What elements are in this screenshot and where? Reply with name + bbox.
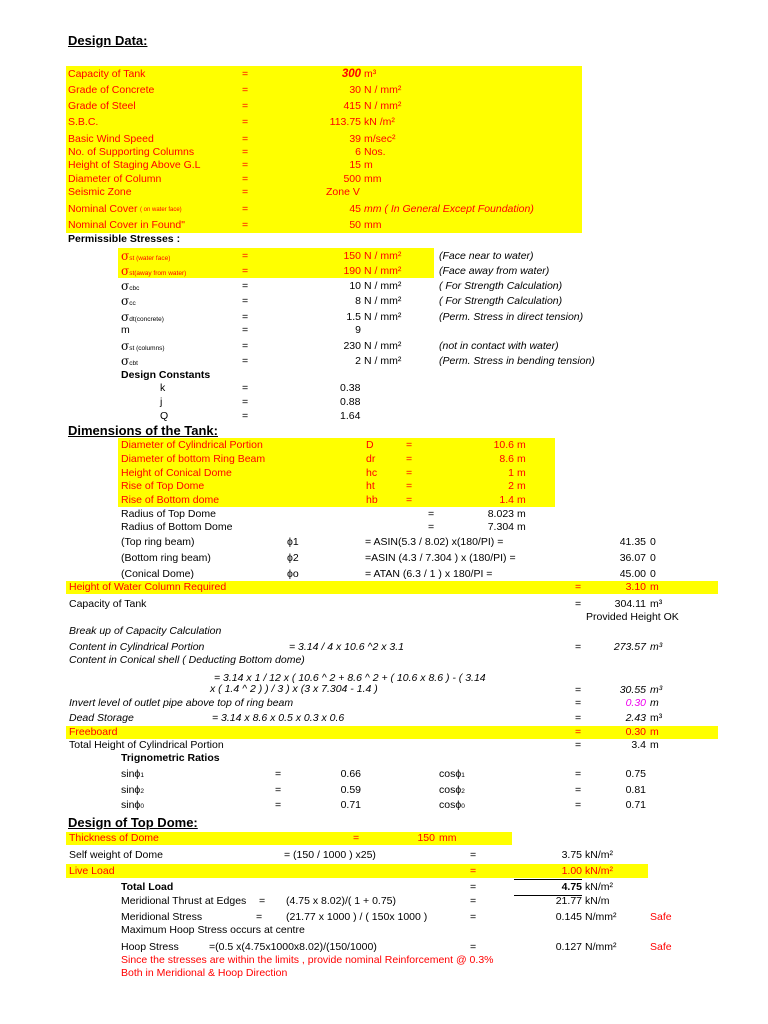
meridional-stress-formula: (21.77 x 1000 ) / ( 150x 1000 ) <box>286 911 428 923</box>
design-data-unit: m³ <box>364 68 377 80</box>
dimension-value: 1 <box>508 467 514 479</box>
freeboard-label: Freeboard <box>69 726 118 738</box>
capacity-ok-status: Provided Height OK <box>586 611 679 623</box>
total-load-label: Total Load <box>121 881 174 893</box>
design-data-label: Capacity of Tank <box>68 68 146 80</box>
design-data-value: 15 <box>349 159 361 171</box>
radius-bottom-label: Radius of Bottom Dome <box>121 521 233 533</box>
cos-eq: = <box>575 784 582 796</box>
design-data-label: S.B.C. <box>68 116 99 128</box>
design-data-eq: = <box>242 84 249 96</box>
dimension-label: Diameter of bottom Ring Beam <box>121 453 266 465</box>
hoop-stress-status: Safe <box>650 941 672 953</box>
angle-value: 45.00 <box>619 568 646 580</box>
design-data-note: mm ( In General Except Foundation) <box>364 203 534 215</box>
invert-eq: = <box>575 697 582 709</box>
permissible-note: ( For Strength Calculation) <box>439 295 563 307</box>
conical-formula-line1: = 3.14 x 1 / 12 x ( 10.6 ^ 2 + 8.6 ^ 2 + ( 10.6 x 8.6 ) - ( 3.14 <box>214 672 486 684</box>
design-constant-eq: = <box>242 410 249 422</box>
live-load-value: 1.00 <box>561 865 582 877</box>
design-data-unit: N / mm² <box>364 84 402 96</box>
sin-label <box>121 799 144 813</box>
thickness-unit: mm <box>439 832 457 844</box>
permissible-value: 190 <box>343 265 361 277</box>
dimension-label: Diameter of Cylindrical Portion <box>121 439 263 451</box>
hoop-note: Maximum Hoop Stress occurs at centre <box>121 924 305 936</box>
design-data-label: Nominal Cover in Found" <box>68 219 185 231</box>
sigma-subscript: cbc <box>129 285 140 292</box>
cos-eq: = <box>575 768 582 780</box>
freeboard-eq: = <box>575 726 582 738</box>
permissible-unit: N / mm² <box>364 340 402 352</box>
hoop-stress-formula: =(0.5 x(4.75x1000x8.02)/(150/1000) <box>209 941 377 953</box>
total-height-value: 3.4 <box>631 739 646 751</box>
permissible-symbol <box>121 355 138 370</box>
design-constant-eq: = <box>242 382 249 394</box>
sigma-subscript: cbt <box>129 360 138 367</box>
design-data-label: Grade of Concrete <box>68 84 155 96</box>
hoop-stress-label: Hoop Stress <box>121 941 179 953</box>
permissible-unit: N / mm² <box>364 355 402 367</box>
dead-storage-label: Dead Storage <box>69 712 134 724</box>
sin-subscript: 2 <box>140 788 144 795</box>
permissible-note: (Face away from water) <box>439 265 550 277</box>
design-constant-value: 0.38 <box>340 382 361 394</box>
design-data-value: 113.75 <box>329 116 361 128</box>
permissible-note: ( For Strength Calculation) <box>439 280 563 292</box>
meridional-stress-eq: = <box>470 911 477 923</box>
invert-label: Invert level of outlet pipe above top of ring beam <box>69 697 294 709</box>
cos-label <box>439 768 465 782</box>
dimension-value: 10.6 <box>493 439 514 451</box>
sigma-symbol: σ <box>121 264 130 278</box>
hwc-unit: m <box>650 581 659 593</box>
live-load-eq: = <box>470 865 477 877</box>
meridional-stress-status: Safe <box>650 911 672 923</box>
dimension-value: 1.4 <box>499 494 514 506</box>
permissible-eq: = <box>242 324 249 336</box>
angle-unit: 0 <box>650 568 656 580</box>
sin-value: 0.66 <box>340 768 361 780</box>
hoop-stress-value: 0.127 <box>555 941 582 953</box>
conclusion-line1: Since the stresses are within the limits , provide nominal Reinforcement @ 0.3% <box>121 954 494 966</box>
dimension-label: Rise of Bottom dome <box>121 494 220 506</box>
cos-text: cosϕ <box>439 784 462 796</box>
sigma-subscript: cc <box>129 300 136 307</box>
design-data-label: Seismic Zone <box>68 186 132 198</box>
dimension-symbol: hc <box>366 467 378 479</box>
permissible-symbol <box>121 265 186 280</box>
design-data-eq: = <box>242 100 249 112</box>
meridional-stress-value: 0.145 <box>555 911 582 923</box>
cyl-content-eq: = <box>575 641 582 653</box>
permissible-value: 2 <box>355 355 361 367</box>
permissible-symbol <box>121 250 170 265</box>
capacity-label: Capacity of Tank <box>69 598 147 610</box>
angle-label: (Conical Dome) <box>121 568 194 580</box>
angle-formula: = ASIN(5.3 / 8.02) x(180/PI) = <box>365 536 504 548</box>
permissible-eq: = <box>242 265 249 277</box>
design-constant-label: Q <box>160 410 169 422</box>
permissible-note: (Face near to water) <box>439 250 534 262</box>
design-data-unit: mm <box>364 219 382 231</box>
design-data-eq: = <box>242 159 249 171</box>
permissible-note: (Perm. Stress in direct tension) <box>439 311 584 323</box>
freeboard-value: 0.30 <box>625 726 646 738</box>
dimension-value: 2 <box>508 480 514 492</box>
dimension-eq: = <box>406 480 413 492</box>
cos-label <box>439 784 465 798</box>
design-data-eq: = <box>242 203 249 215</box>
permissible-value: 8 <box>355 295 361 307</box>
dimension-unit: m <box>517 439 526 451</box>
permissible-note: (not in contact with water) <box>439 340 559 352</box>
design-data-value: 45 <box>349 203 361 215</box>
dimension-label: Rise of Top Dome <box>121 480 205 492</box>
thrust-eq1: = <box>259 895 266 907</box>
permissible-eq: = <box>242 250 249 262</box>
breakup-heading: Break up of Capacity Calculation <box>69 625 222 637</box>
dimensions-heading: Dimensions of the Tank: <box>68 423 218 438</box>
thickness-value: 150 <box>417 832 435 844</box>
permissible-value: 1.5 <box>346 311 361 323</box>
dimension-symbol: ht <box>366 480 375 492</box>
sin-label <box>121 784 144 798</box>
dead-storage-unit: m³ <box>650 712 663 724</box>
meridional-stress-eq1: = <box>256 911 263 923</box>
cos-subscript: 0 <box>461 803 465 810</box>
permissible-eq: = <box>242 280 249 292</box>
cyl-content-label: Content in Cylindrical Portion <box>69 641 205 653</box>
design-data-label: Grade of Steel <box>68 100 136 112</box>
sin-text: sinϕ <box>121 799 141 811</box>
cyl-content-formula: = 3.14 / 4 x 10.6 ^2 x 3.1 <box>289 641 404 653</box>
permissible-value: 9 <box>355 324 361 336</box>
dead-storage-eq: = <box>575 712 582 724</box>
permissible-heading: Permissible Stresses : <box>68 233 181 245</box>
thrust-label: Meridional Thrust at Edges <box>121 895 247 907</box>
meridional-stress-label: Meridional Stress <box>121 911 203 923</box>
design-data-value: 50 <box>349 219 361 231</box>
design-data-eq: = <box>242 146 249 158</box>
total-load-rule <box>514 879 582 880</box>
hwc-label: Height of Water Column Required <box>69 581 227 593</box>
cos-subscript: 2 <box>461 788 465 795</box>
design-data-value: 30 <box>349 84 361 96</box>
cos-subscript: 1 <box>461 772 465 779</box>
total-height-eq: = <box>575 739 582 751</box>
design-data-value: Zone V <box>326 186 360 198</box>
angle-formula: = ATAN (6.3 / 1 ) x 180/PI = <box>365 568 493 580</box>
dimension-symbol: D <box>366 439 374 451</box>
freeboard-unit: m <box>650 726 659 738</box>
design-data-label-note: ( on water face) <box>140 207 182 213</box>
cos-text: cosϕ <box>439 768 462 780</box>
dimension-symbol: dr <box>366 453 376 465</box>
dimension-unit: m <box>517 467 526 479</box>
design-data-label: Height of Staging Above G.L <box>68 159 201 171</box>
cyl-content-unit: m³ <box>650 641 663 653</box>
design-data-label: Nominal Cover <box>68 203 138 215</box>
sigma-symbol: σ <box>121 310 130 324</box>
thrust-value: 21.77 <box>555 895 582 907</box>
angle-value: 36.07 <box>619 552 646 564</box>
angle-formula: =ASIN (4.3 / 7.304 ) x (180/PI) = <box>365 552 516 564</box>
design-data-unit: Nos. <box>364 146 386 158</box>
permissible-symbol <box>121 280 139 295</box>
total-load-value: 4.75 <box>561 881 582 893</box>
permissible-symbol <box>121 295 136 310</box>
total-load-unit: kN/m² <box>585 881 613 893</box>
thrust-formula: (4.75 x 8.02)/( 1 + 0.75) <box>286 895 397 907</box>
dimension-value: 8.6 <box>499 453 514 465</box>
dimension-eq: = <box>406 453 413 465</box>
capacity-eq: = <box>575 598 582 610</box>
self-weight-formula: = (150 / 1000 ) x25) <box>284 849 376 861</box>
sin-subscript: 1 <box>140 772 144 779</box>
total-height-label: Total Height of Cylindrical Portion <box>69 739 224 751</box>
design-data-value: 39 <box>349 133 361 145</box>
permissible-eq: = <box>242 311 249 323</box>
dimension-unit: m <box>517 453 526 465</box>
angle-unit: 0 <box>650 552 656 564</box>
top-dome-heading: Design of Top Dome: <box>68 815 198 830</box>
design-data-eq: = <box>242 116 249 128</box>
hoop-stress-unit: N/mm² <box>585 941 617 953</box>
design-data-label: No. of Supporting Columns <box>68 146 195 158</box>
design-data-value: 500 <box>343 173 361 185</box>
design-data-heading: Design Data: <box>68 33 148 48</box>
angle-label: (Bottom ring beam) <box>121 552 211 564</box>
sin-text: sinϕ <box>121 768 141 780</box>
thrust-unit: kN/m <box>585 895 610 907</box>
design-data-label: Diameter of Column <box>68 173 162 185</box>
permissible-unit: N / mm² <box>364 265 402 277</box>
radius-bottom-unit: m <box>517 521 526 533</box>
self-weight-eq: = <box>470 849 477 861</box>
radius-top-unit: m <box>517 508 526 520</box>
dimension-unit: m <box>517 494 526 506</box>
design-data-eq: = <box>242 68 249 80</box>
cos-value: 0.75 <box>625 768 646 780</box>
permissible-unit: N / mm² <box>364 280 402 292</box>
permissible-value: 10 <box>349 280 361 292</box>
sigma-subscript: st (columns) <box>129 345 165 352</box>
design-data-unit: N / mm² <box>364 100 402 112</box>
thrust-eq: = <box>470 895 477 907</box>
capacity-unit: m³ <box>650 598 663 610</box>
conical-formula-line2: x ( 1.4 ^ 2 ) ) / 3 ) x (3 x 7.304 - 1.4 ) <box>210 683 378 695</box>
thickness-eq: = <box>353 832 360 844</box>
invert-unit: m <box>650 697 659 709</box>
radius-top-label: Radius of Top Dome <box>121 508 216 520</box>
hwc-eq: = <box>575 581 582 593</box>
total-height-unit: m <box>650 739 659 751</box>
cos-eq: = <box>575 799 582 811</box>
sin-text: sinϕ <box>121 784 141 796</box>
design-data-unit: kN /m² <box>364 116 395 128</box>
design-data-label: Basic Wind Speed <box>68 133 154 145</box>
angle-value: 41.35 <box>619 536 646 548</box>
live-load-label: Live Load <box>69 865 115 877</box>
dead-storage-value: 2.43 <box>625 712 646 724</box>
hwc-value: 3.10 <box>625 581 646 593</box>
cyl-content-value: 273.57 <box>613 641 646 653</box>
permissible-value: 230 <box>343 340 361 352</box>
sigma-symbol: σ <box>121 249 130 263</box>
cos-label <box>439 799 465 813</box>
design-data-eq: = <box>242 219 249 231</box>
permissible-eq: = <box>242 355 249 367</box>
design-data-eq: = <box>242 173 249 185</box>
angle-symbol: ϕ2 <box>287 552 299 564</box>
sin-eq: = <box>275 768 282 780</box>
angle-symbol: ϕo <box>287 568 299 580</box>
sigma-subscript: st(away from water) <box>129 270 187 277</box>
radius-top-eq: = <box>428 508 435 520</box>
permissible-symbol <box>121 340 165 355</box>
sin-value: 0.59 <box>340 784 361 796</box>
conical-unit: m³ <box>650 684 663 696</box>
design-constant-label: j <box>160 396 163 408</box>
design-data-value: 415 <box>343 100 361 112</box>
sigma-symbol: σ <box>121 294 130 308</box>
live-load-unit: kN/m² <box>585 865 613 877</box>
capacity-value: 304.11 <box>614 598 646 610</box>
dimension-unit: m <box>517 480 526 492</box>
sin-value: 0.71 <box>340 799 361 811</box>
sigma-symbol: σ <box>121 279 130 293</box>
cos-text: cosϕ <box>439 799 462 811</box>
sin-subscript: 0 <box>140 803 144 810</box>
permissible-symbol: m <box>121 324 130 336</box>
sigma-symbol: σ <box>121 354 130 368</box>
design-constant-label: k <box>160 382 166 394</box>
angle-label: (Top ring beam) <box>121 536 195 548</box>
invert-value: 0.30 <box>625 697 646 709</box>
sigma-symbol: σ <box>121 339 130 353</box>
permissible-note: (Perm. Stress in bending tension) <box>439 355 595 367</box>
design-data-unit: mm <box>364 173 382 185</box>
permissible-unit: N / mm² <box>364 250 402 262</box>
permissible-eq: = <box>242 340 249 352</box>
cos-value: 0.81 <box>625 784 646 796</box>
radius-top-value: 8.023 <box>487 508 514 520</box>
conical-content-label: Content in Conical shell ( Deducting Bottom dome) <box>69 654 305 666</box>
design-data-value: 300 <box>341 68 361 80</box>
conical-value: 30.55 <box>619 684 646 696</box>
sin-label <box>121 768 144 782</box>
conclusion-line2: Both in Meridional & Hoop Direction <box>121 967 288 979</box>
radius-bottom-eq: = <box>428 521 435 533</box>
design-data-unit: m/sec² <box>364 133 396 145</box>
dimension-eq: = <box>406 439 413 451</box>
dimension-label: Height of Conical Dome <box>121 467 232 479</box>
self-weight-label: Self weight of Dome <box>69 849 163 861</box>
design-data-unit: m <box>364 159 373 171</box>
design-data-value: 6 <box>355 146 361 158</box>
design-constant-value: 1.64 <box>340 410 361 422</box>
self-weight-unit: kN/m² <box>585 849 613 861</box>
self-weight-value: 3.75 <box>561 849 582 861</box>
design-data-eq: = <box>242 133 249 145</box>
trig-heading: Trignometric Ratios <box>121 752 220 764</box>
conical-eq: = <box>575 684 582 696</box>
design-constants-heading: Design Constants <box>121 369 211 381</box>
angle-symbol: ϕ1 <box>287 536 299 548</box>
angle-unit: 0 <box>650 536 656 548</box>
design-constant-eq: = <box>242 396 249 408</box>
sigma-subscript: st (water face) <box>129 255 171 262</box>
sin-eq: = <box>275 799 282 811</box>
dimension-eq: = <box>406 494 413 506</box>
permissible-unit: N / mm² <box>364 295 402 307</box>
sigma-subscript: dt(concrete) <box>129 316 164 323</box>
hoop-stress-eq: = <box>470 941 477 953</box>
sin-eq: = <box>275 784 282 796</box>
total-load-eq: = <box>470 881 477 893</box>
radius-bottom-value: 7.304 <box>487 521 514 533</box>
dead-storage-formula: = 3.14 x 8.6 x 0.5 x 0.3 x 0.6 <box>212 712 345 724</box>
permissible-eq: = <box>242 295 249 307</box>
permissible-value: 150 <box>343 250 361 262</box>
permissible-unit: N / mm² <box>364 311 402 323</box>
dimension-symbol: hb <box>366 494 378 506</box>
thickness-label: Thickness of Dome <box>69 832 159 844</box>
meridional-stress-unit: N/mm² <box>585 911 617 923</box>
dimension-eq: = <box>406 467 413 479</box>
cos-value: 0.71 <box>625 799 646 811</box>
design-constant-value: 0.88 <box>340 396 361 408</box>
design-data-eq: = <box>242 186 249 198</box>
